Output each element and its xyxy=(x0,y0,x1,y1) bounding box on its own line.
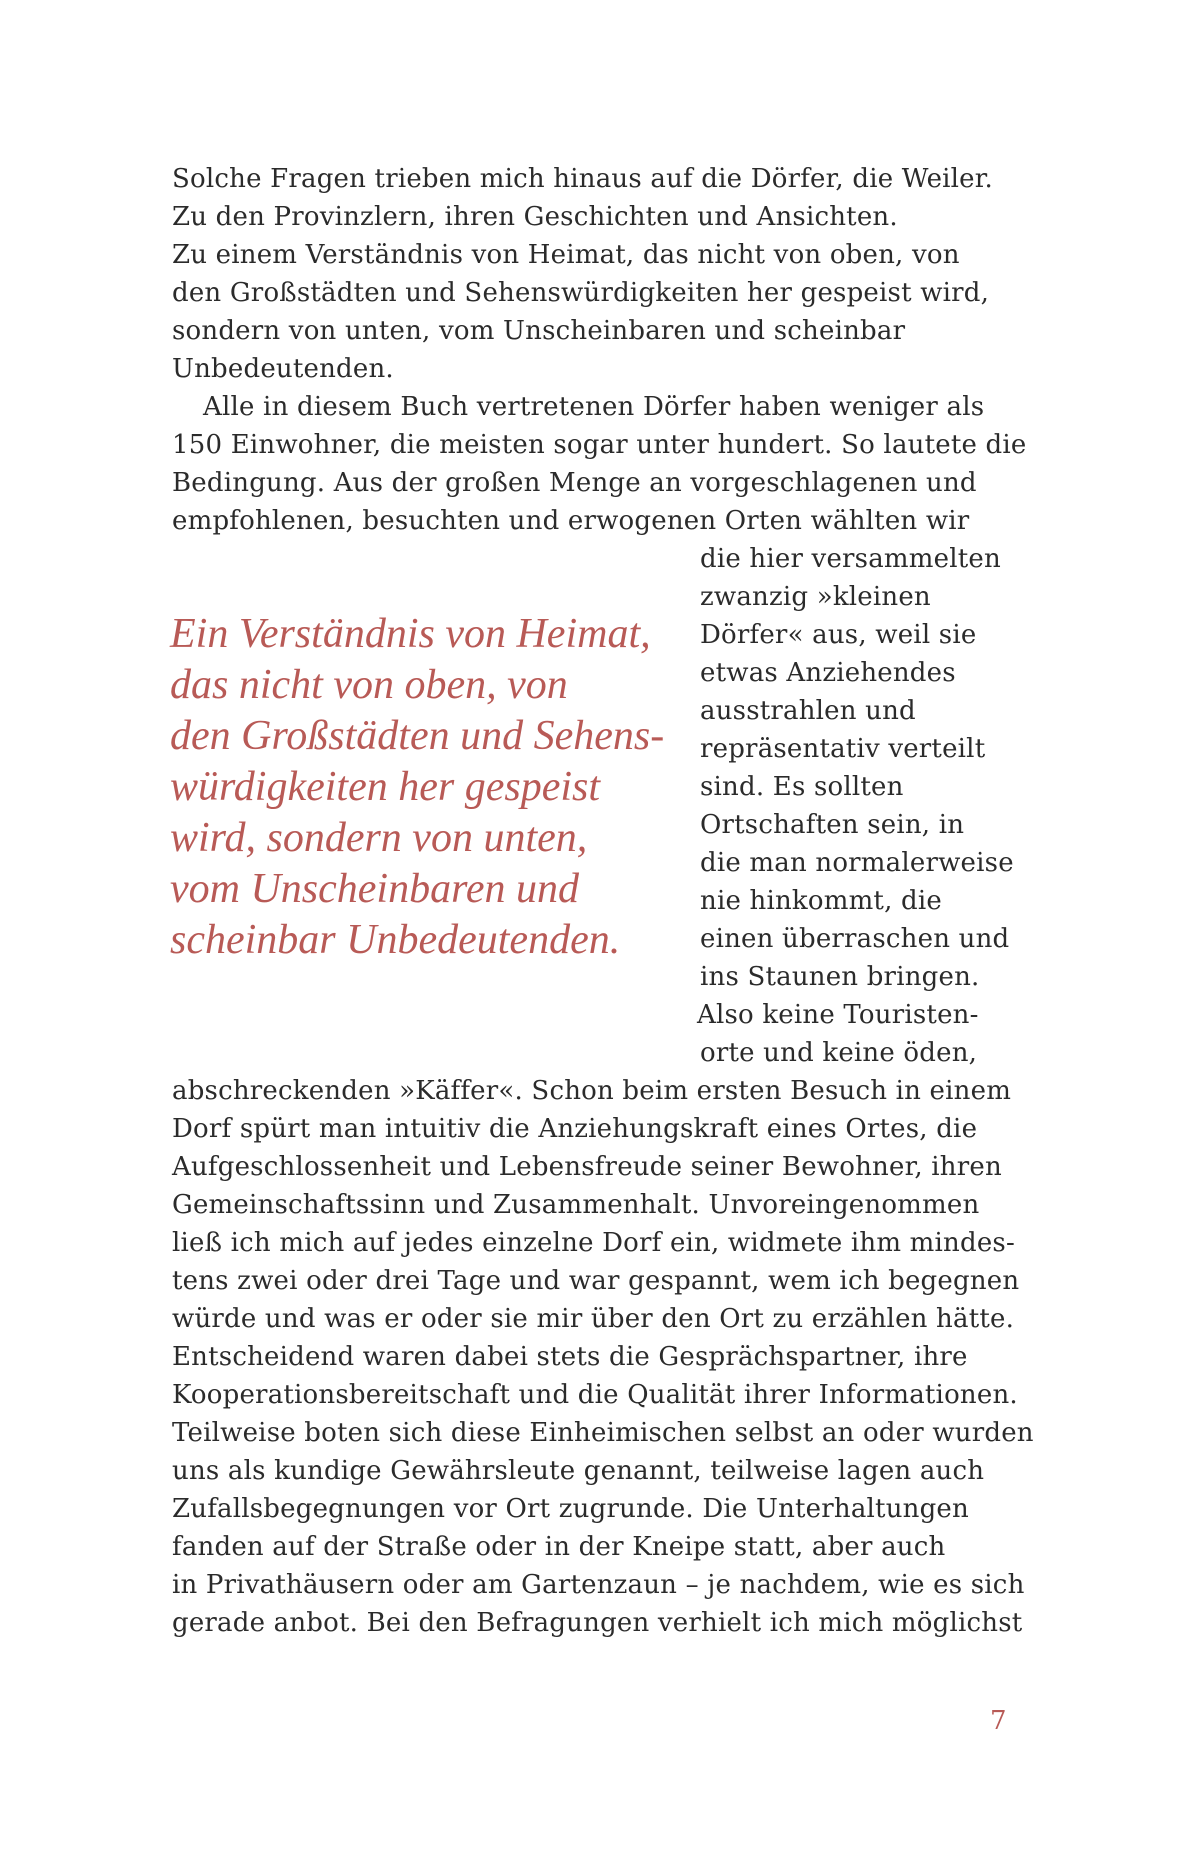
pull-quote-line: Ein Verständnis von Heimat, xyxy=(170,611,651,657)
side-column-line: ins Staunen bringen. xyxy=(700,962,980,992)
side-column-line: ausstrahlen und xyxy=(700,696,916,726)
pull-quote-line: scheinbar Unbedeutenden. xyxy=(170,917,621,963)
body-line: abschreckenden »Käffer«. Schon beim ersten Besuch in einem xyxy=(172,1076,1012,1106)
body-line: sondern von unten, vom Unscheinbaren und scheinbar xyxy=(172,316,906,346)
body-line: tens zwei oder drei Tage und war gespannt, wem ich begegnen xyxy=(172,1266,1020,1296)
side-column-line: Ortschaften sein, in xyxy=(700,810,965,840)
body-line: würde und was er oder sie mir über den Ort zu erzählen hätte. xyxy=(172,1304,1015,1334)
body-line: Entscheidend waren dabei stets die Gesprächspartner, ihre xyxy=(172,1342,968,1372)
pull-quote-line: würdigkeiten her gespeist xyxy=(170,764,601,810)
body-line: Solche Fragen trieben mich hinaus auf die Dörfer, die Weiler. xyxy=(172,164,994,194)
side-column-line: etwas Anziehendes xyxy=(700,658,956,688)
side-column-line: repräsentativ verteilt xyxy=(700,734,986,764)
page-number: 7 xyxy=(990,1706,1007,1736)
side-column-line: Also keine Touristen- xyxy=(697,1000,979,1030)
pull-quote-line: den Großstädten und Sehens- xyxy=(170,713,665,759)
side-column-line: zwanzig »kleinen xyxy=(700,582,931,612)
body-line: Zu den Provinzlern, ihren Geschichten und Ansichten. xyxy=(172,202,898,232)
body-line: Zufallsbegegnungen vor Ort zugrunde. Die Unterhaltungen xyxy=(172,1494,969,1524)
body-line: Aufgeschlossenheit und Lebensfreude seiner Bewohner, ihren xyxy=(172,1152,1002,1182)
body-line: Zu einem Verständnis von Heimat, das nicht von oben, von xyxy=(172,240,960,270)
body-line: Dorf spürt man intuitiv die Anziehungskraft eines Ortes, die xyxy=(172,1114,978,1144)
side-column-line: nie hinkommt, die xyxy=(700,886,942,916)
body-line: Teilweise boten sich diese Einheimischen selbst an oder wurden xyxy=(172,1418,1034,1448)
body-line: Gemeinschaftssinn und Zusammenhalt. Unvoreingenommen xyxy=(172,1190,980,1220)
body-line: 150 Einwohner, die meisten sogar unter hundert. So lautete die xyxy=(172,430,1027,460)
body-line: empfohlenen, besuchten und erwogenen Orten wählten wir xyxy=(172,506,970,536)
side-column-line: einen überraschen und xyxy=(700,924,1010,954)
side-column-line: Dörfer« aus, weil sie xyxy=(700,620,977,650)
body-line: uns als kundige Gewährsleute genannt, teilweise lagen auch xyxy=(172,1456,985,1486)
body-line: gerade anbot. Bei den Befragungen verhielt ich mich möglichst xyxy=(172,1608,1023,1638)
body-line: Bedingung. Aus der großen Menge an vorgeschlagenen und xyxy=(172,468,977,498)
side-column-line: sind. Es sollten xyxy=(700,772,904,802)
body-line: Alle in diesem Buch vertretenen Dörfer haben weniger als xyxy=(203,392,985,422)
body-line: Unbedeutenden. xyxy=(172,354,394,384)
body-line: in Privathäusern oder am Gartenzaun – je nachdem, wie es sich xyxy=(172,1570,1025,1600)
body-line: Kooperationsbereitschaft und die Qualität ihrer Informationen. xyxy=(172,1380,1018,1410)
body-line: den Großstädten und Sehenswürdigkeiten her gespeist wird, xyxy=(172,278,990,308)
side-column-line: die man normalerweise xyxy=(700,848,1014,878)
pull-quote-line: wird, sondern von unten, xyxy=(170,815,588,861)
pull-quote-line: vom Unscheinbaren und xyxy=(170,866,580,912)
body-line: ließ ich mich auf jedes einzelne Dorf ein, widmete ihm mindes- xyxy=(172,1228,1015,1258)
body-line: fanden auf der Straße oder in der Kneipe statt, aber auch xyxy=(172,1532,946,1562)
pull-quote-line: das nicht von oben, von xyxy=(170,662,568,708)
side-column-line: orte und keine öden, xyxy=(700,1038,978,1068)
side-column-line: die hier versammelten xyxy=(700,544,1001,574)
